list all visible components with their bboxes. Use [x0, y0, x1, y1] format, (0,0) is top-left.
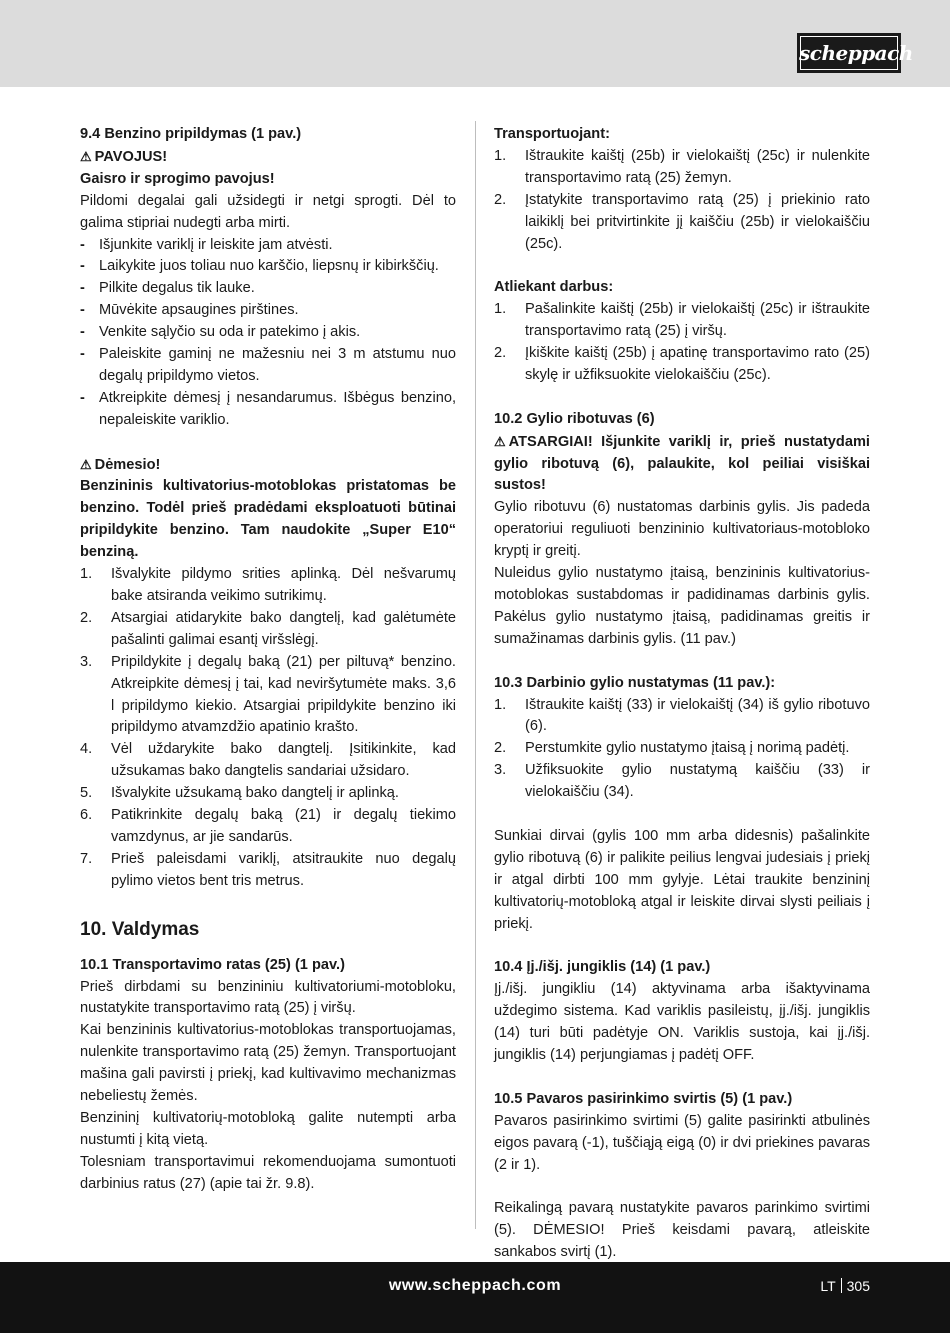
section-title-10-3: 10.3 Darbinio gylio nustatymas (11 pav.):: [494, 674, 776, 691]
list-item: - Venkite sąlyčio su oda ir patekimo į akis.: [80, 322, 456, 344]
left-column: [80, 124, 456, 1196]
warning-triangle-icon: ⚠: [80, 456, 92, 472]
transport-heading: Transportuojant:: [494, 126, 610, 142]
paragraph: Reikalingą pavarą nustatykite pavaros parinkimo svirtimi (5). DĖMESIO! Prieš keisdami pavarą, atleiskite sankabos svirtį (1).: [494, 1200, 870, 1261]
list-item: 6. Patikrinkite degalų baką (21) ir degalų tiekimo vamzdynus, ar jie sandarūs.: [80, 807, 456, 845]
depth-steps: [494, 695, 870, 805]
paragraph: Tolesniam transportavimui rekomenduojama sumontuoti darbinius ratus (27) (apie tai žr. 9.8).: [80, 1153, 456, 1192]
column-divider: [475, 121, 476, 1229]
list-item: 3. Pripildykite į degalų baką (21) per piltuvą* benzino. Atkreipkite dėmesį į tai, kad neviršytumėte maks. 3,6 l pripildymo kiekio. Atsargiai pripildykite benzino iki pripildymo atvamzdžio apatinio krašto.: [80, 653, 456, 736]
paragraph: Benzininį kultivatorių-motobloką galite nutempti arba nustumti į kitą vietą.: [80, 1109, 456, 1148]
attention-text: Benzininis kultivatorius-motoblokas pristatomas be benzino. Todėl prieš pradėdami eksploatuoti būtinai pripildykite benzino. Tam naudokite „Super E10“ benziną.: [80, 478, 456, 561]
list-item: 1. Ištraukite kaištį (25b) ir vielokaištį (25c) ir nulenkite transportavimo ratą (25) žemyn.: [494, 147, 870, 186]
section-title-9-4: 9.4 Benzino pripildymas (1 pav.): [80, 126, 302, 142]
list-item: 7. Prieš paleisdami variklį, atsitraukite nuo degalų pylimo vietos bent tris metrus.: [80, 850, 456, 889]
list-item: 5. Išvalykite užsukamą bako dangtelį ir aplinką.: [80, 785, 399, 802]
list-item: - Atkreipkite dėmesį į nesandarumus. Išbėgus benzino, nepaleiskite variklio.: [80, 388, 456, 432]
work-heading: Atliekant darbus:: [494, 279, 614, 296]
section-title-10-4: 10.4 Įj./išj. jungiklis (14) (1 pav.): [494, 959, 711, 976]
section-title-10: 10. Valdymas: [80, 918, 200, 940]
section-title-10-2: 10.2 Gylio ribotuvas (6): [494, 410, 655, 427]
footer-bar: [0, 1262, 950, 1333]
list-item: 2. Atsargiai atidarykite bako dangtelį, kad galėtumėte pašalinti galimai esantį viršslėgį.: [80, 609, 456, 648]
list-item: 2. Įstatykite transportavimo ratą (25) į priekinio rato laikiklį bei pritvirtinkite jį kaiščiu (25b) ir vielokaiščiu (25c).: [494, 191, 870, 252]
work-steps: [494, 299, 870, 387]
section-title-10-1: 10.1 Transportavimo ratas (25) (1 pav.): [80, 956, 345, 973]
danger-subheading: Gaisro ir sprogimo pavojus!: [80, 170, 275, 187]
safety-list: [80, 235, 456, 432]
list-item: 2. Perstumkite gylio nustatymo įtaisą į norimą padėtį.: [494, 740, 850, 757]
warning-triangle-icon: ⚠: [494, 433, 506, 449]
paragraph: Kai benzininis kultivatorius-motoblokas transportuojamas, nulenkite transportavimo ratą (25) žemyn. Transportuojant mašina gali pavirsti į priekį, kad kultivavimo mechanizmas nebeliestų žemės.: [80, 1022, 456, 1105]
fueling-steps: [80, 564, 456, 893]
right-column: [494, 124, 870, 1264]
paragraph: Gylio ribotuvu (6) nustatomas darbinis gylis. Jis padeda operatoriui reguliuoti benzininio kultivatoriaus-motobloko kryptį ir greitį.: [494, 499, 870, 560]
depth-warning: ⚠ ATSARGIAI! Išjunkite variklį ir, prieš nustatydami gylio ribotuvą (6), palaukite, kol peiliai visiškai sustos!: [494, 431, 870, 498]
paragraph: Sunkiai dirvai (gylis 100 mm arba didesnis) pašalinkite gylio ribotuvą (6) ir palikite peilius lengvai judesiais į priekį ir atgal dirbti 100 mm gylyje. Lėtai traukite benzininį kultivatorių-motobloką atgal ir leiskite dirvai slysti peiliais į priekį.: [494, 827, 870, 932]
section-title-10-5: 10.5 Pavaros pasirinkimo svirtis (5) (1 pav.): [494, 1090, 793, 1107]
danger-text: Pildomi degalai gali užsidegti ir netgi sprogti. Dėl to galima stipriai nudegti arba mirti.: [80, 192, 456, 231]
list-item: 1. Ištraukite kaištį (33) ir vielokaištį (34) iš gylio ribotuvo (6).: [494, 696, 870, 735]
list-item: 1. Išvalykite pildymo srities aplinką. Dėl nešvarumų bake atsiranda veikimo sutrikimų.: [80, 566, 456, 605]
list-item: 1. Pašalinkite kaištį (25b) ir vielokaištį (25c) ir ištraukite transportavimo ratą (25) į viršų.: [494, 301, 870, 340]
paragraph: Pavaros pasirinkimo svirtimi (5) galite pasirinkti atbulinės eigos pavarą (-1), tuščiąją eigą (0) ir dvi priekines pavaras (2 ir 1).: [494, 1112, 870, 1173]
paragraph: Nuleidus gylio nustatymo įtaisą, benzininis kultivatorius-motoblokas sustabdomas ir padidinamas darbinis gylis. Pakėlus gylio nustatymo įtaisą, padidinamas greitis ir sumažinamas darbinis gylis. (11 pav.): [494, 565, 870, 647]
list-item: 3. Užfiksuokite gylio nustatymą kaiščiu (33) ir vielokaiščiu (34).: [494, 762, 870, 801]
website-link[interactable]: www.scheppach.com: [388, 1277, 562, 1294]
list-item: - Pilkite degalus tik lauke.: [80, 278, 456, 300]
list-item: - Laikykite juos toliau nuo karščio, liepsnų ir kibirkščių.: [80, 256, 456, 278]
paragraph: Prieš dirbdami su benzininiu kultivatoriumi-motobloku, nustatykite transportavimo ratą (25) į viršų.: [80, 978, 456, 1017]
danger-heading: ⚠ PAVOJUS!: [80, 146, 456, 169]
attention-heading: ⚠ Dėmesio!: [80, 454, 456, 477]
list-item: - Išjunkite variklį ir leiskite jam atvėsti.: [80, 235, 456, 257]
paragraph: Įj./išj. jungikliu (14) aktyvinama arba išaktyvinama uždegimo sistema. Kad variklis pasileistų, įj./išj. jungiklis (14) turi būti padėtyje ON. Variklis sustoja, kai įj./išj. jungiklis (14) perjungiamas į padėtį OFF.: [494, 981, 870, 1063]
transport-steps: [494, 146, 870, 256]
list-item: 4. Vėl uždarykite bako dangtelį. Įsitikinkite, kad užsukamas bako dangtelis sandariai užsidaro.: [80, 741, 456, 780]
warning-triangle-icon: ⚠: [80, 148, 92, 164]
page-number: LT 305: [820, 1278, 870, 1294]
list-item: - Paleiskite gaminį ne mažesniu nei 3 m atstumu nuo degalų pripildymo vietos.: [80, 344, 456, 388]
list-item: - Mūvėkite apsaugines pirštines.: [80, 300, 456, 322]
list-item: 2. Įkiškite kaištį (25b) į apatinę transportavimo rato (25) skylę ir užfiksuokite vielokaiščiu (25c).: [494, 345, 870, 383]
scheppach-logo: scheppach: [797, 33, 901, 73]
